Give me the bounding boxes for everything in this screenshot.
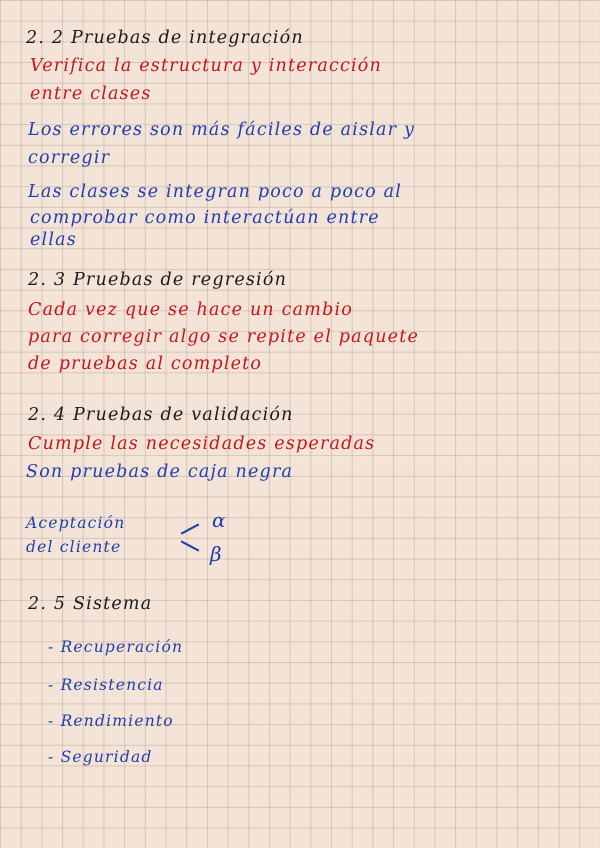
section-heading-integracion: 2. 2 Pruebas de integración — [26, 28, 304, 48]
section-heading-validacion: 2. 4 Pruebas de validación — [28, 405, 294, 425]
section-heading-sistema: 2. 5 Sistema — [28, 594, 153, 614]
acceptance-label-line1: Aceptación — [26, 514, 126, 532]
note-line: para corregir algo se repite el paquete — [28, 327, 420, 347]
note-line: entre clases — [30, 84, 152, 104]
note-line: comprobar como interactúan entre — [30, 208, 380, 228]
note-line: Son pruebas de caja negra — [26, 462, 294, 482]
note-line: ellas — [30, 230, 77, 250]
note-line: Cada vez que se hace un cambio — [28, 300, 354, 320]
branch-mark-lower — [181, 540, 200, 551]
note-line: Las clases se integran poco a poco al — [28, 182, 403, 202]
note-line: Los errores son más fáciles de aislar y — [28, 120, 416, 140]
note-line: Verifica la estructura y interacción — [30, 56, 382, 76]
note-line: de pruebas al completo — [28, 354, 263, 374]
section-heading-regresion: 2. 3 Pruebas de regresión — [28, 270, 288, 290]
acceptance-label-line2: del cliente — [26, 538, 122, 556]
note-line: Cumple las necesidades esperadas — [28, 434, 376, 454]
list-item: - Recuperación — [48, 638, 184, 656]
list-item: - Seguridad — [48, 748, 153, 766]
list-item: - Resistencia — [48, 676, 164, 694]
alpha-symbol: α — [212, 508, 227, 532]
beta-symbol: β — [210, 542, 223, 566]
list-item: - Rendimiento — [48, 712, 174, 730]
branch-mark-upper — [181, 523, 200, 534]
note-line: corregir — [28, 148, 111, 168]
